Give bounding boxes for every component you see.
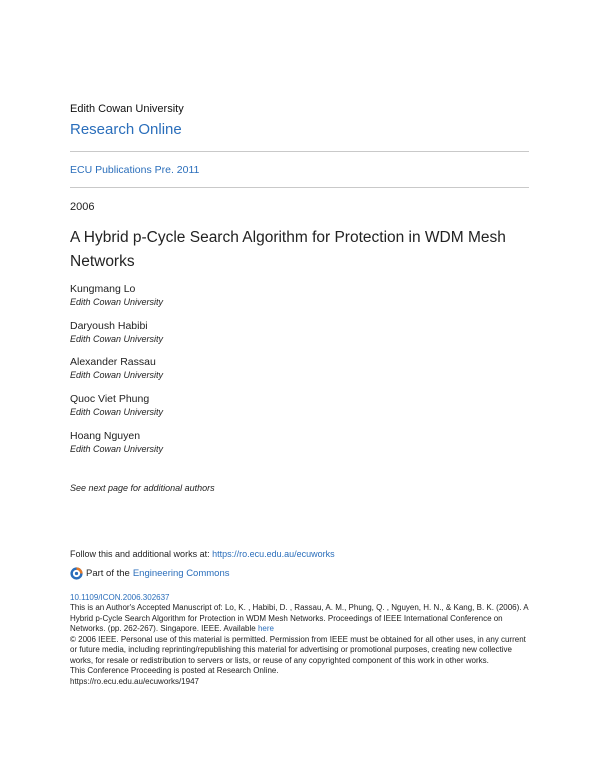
divider: [70, 187, 529, 188]
additional-authors-note: See next page for additional authors: [70, 483, 215, 493]
author-name: Daryoush Habibi: [70, 320, 148, 332]
engineering-commons-link[interactable]: Engineering Commons: [132, 568, 230, 579]
author-entry: [70, 430, 163, 456]
author-entry: [70, 283, 163, 309]
author-name: Hoang Nguyen: [70, 430, 141, 442]
copyright-text: © 2006 IEEE. Personal use of this material is permitted. Permission from IEEE must be obtained for all other uses, in any current or future media, including reprinting/republishing this material for advertising or promotional purposes, creating new collective works, for resale or redistribution to servers or lists, or reuse of any copyrighted component of this work in other works.: [70, 634, 526, 665]
here-link[interactable]: here: [257, 624, 274, 633]
author-entry: [70, 320, 163, 346]
institution-name: Edith Cowan University: [70, 103, 184, 115]
author-name: Quoc Viet Phung: [70, 393, 150, 405]
commons-prefix: Part of the: [86, 568, 130, 579]
paper-title: A Hybrid p-Cycle Search Algorithm for Protection in WDM Mesh Networks: [70, 229, 506, 270]
follow-text: Follow this and additional works at:: [70, 549, 213, 559]
author-name: Alexander Rassau: [70, 356, 156, 368]
ecuworks-link[interactable]: https://ro.ecu.edu.au/ecuworks: [212, 549, 335, 559]
author-affiliation: Edith Cowan University: [70, 334, 164, 344]
publication-year: 2006: [70, 201, 95, 213]
citation-text: [70, 603, 532, 635]
author-affiliation: Edith Cowan University: [70, 297, 164, 307]
author-affiliation: Edith Cowan University: [70, 407, 164, 417]
repository-link[interactable]: Research Online: [70, 121, 182, 138]
author-affiliation: Edith Cowan University: [70, 444, 164, 454]
author-entry: [70, 393, 163, 419]
collection-link[interactable]: ECU Publications Pre. 2011: [70, 164, 200, 176]
divider: [70, 151, 529, 152]
follow-line: [70, 549, 335, 559]
citation-block: [70, 603, 532, 687]
author-name: Kungmang Lo: [70, 283, 136, 295]
commons-icon: [70, 567, 83, 580]
posted-text: This Conference Proceeding is posted at Research Online.: [70, 666, 279, 675]
author-affiliation: Edith Cowan University: [70, 370, 164, 380]
record-url: https://ro.ecu.edu.au/ecuworks/1947: [70, 676, 199, 686]
citation-body: This is an Author's Accepted Manuscript of: Lo, K. , Habibi, D. , Rassau, A. M., Phung, Q. , Nguyen, H. N., & Kang, B. K. (2006). A Hybrid p-Cycle Search Algorithm for Protection in WDM Mesh Networks. Proceedings of IEEE International Conference on Networks. (pp. 262-267). Singapore. IEEE. Available: [70, 603, 529, 633]
doi-link[interactable]: 10.1109/ICON.2006.302637: [70, 593, 170, 602]
author-entry: [70, 356, 163, 382]
commons-line: [70, 567, 229, 580]
